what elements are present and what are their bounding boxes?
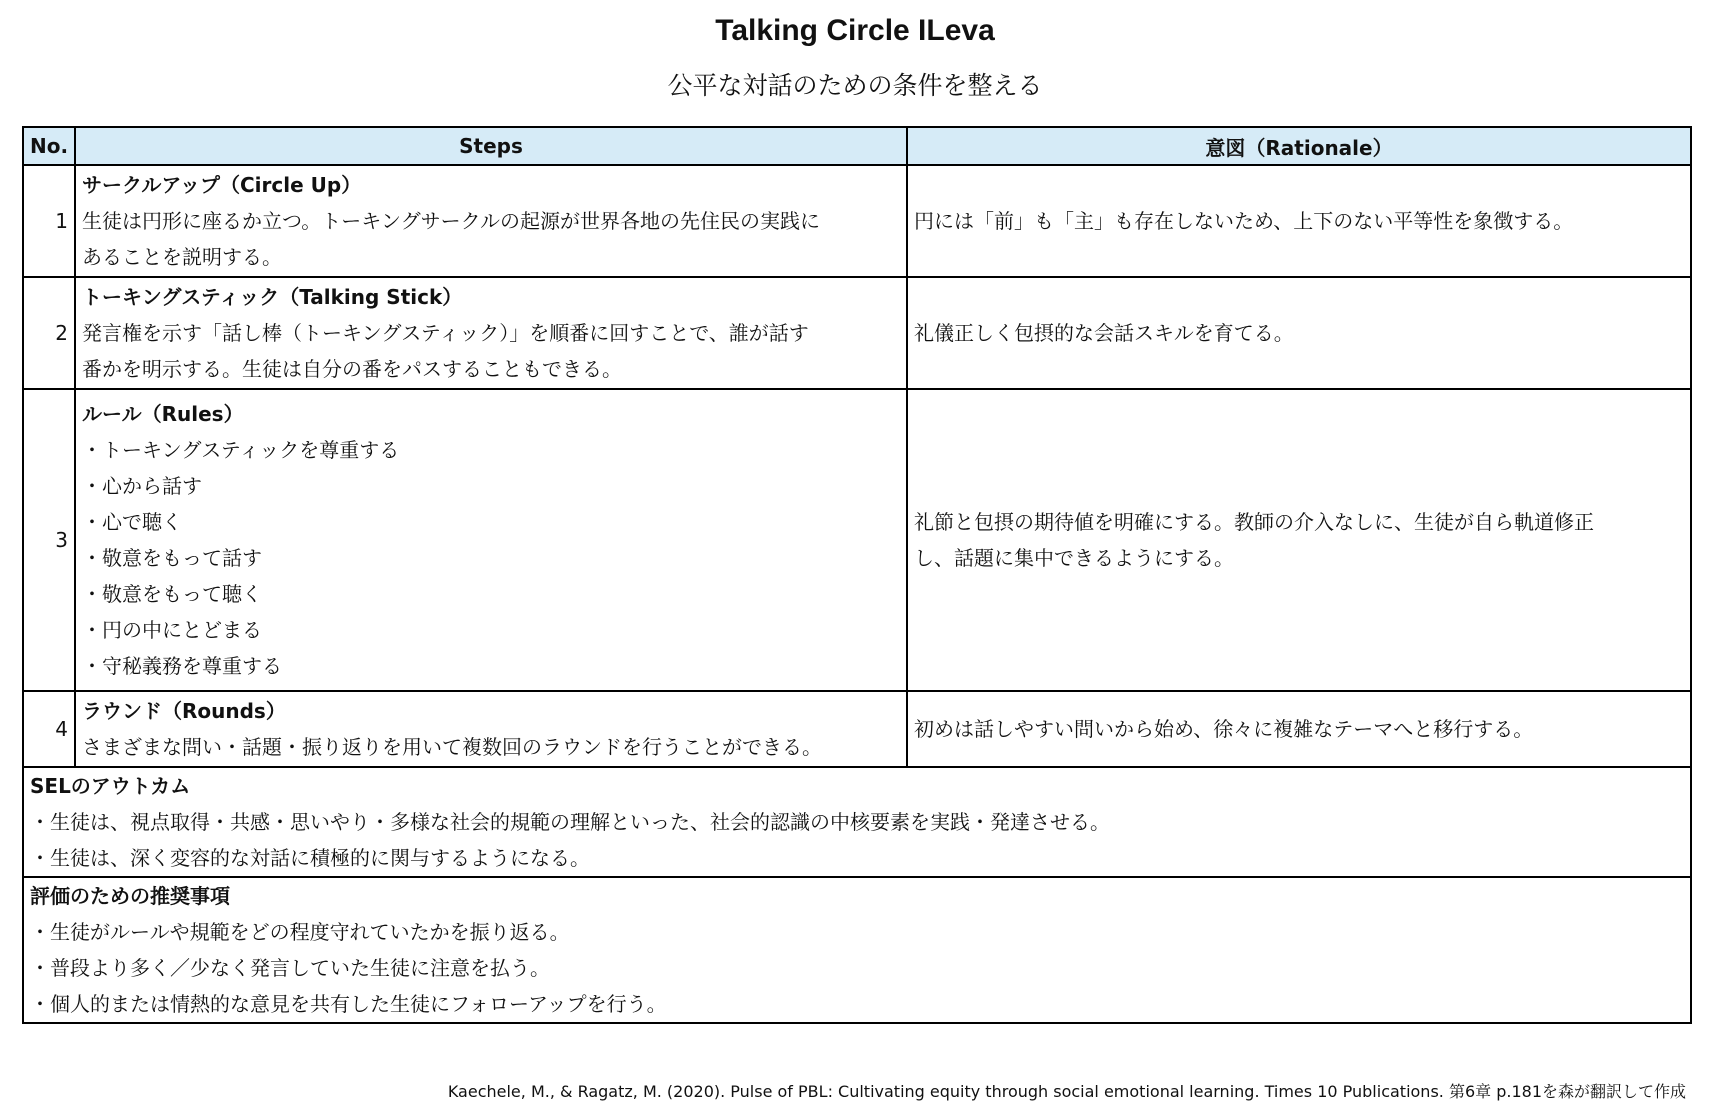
step-title: ラウンド（Rounds） bbox=[82, 699, 286, 723]
step-line: 生徒は円形に座るか立つ。トーキングサークルの起源が世界各地の先住民の実践に bbox=[82, 209, 820, 233]
row-number: 3 bbox=[23, 389, 75, 691]
rationale-cell bbox=[907, 691, 1691, 767]
page-subtitle: 公平な対話のための条件を整える bbox=[667, 71, 1043, 100]
assessment-title: 評価のための推奨事項 bbox=[30, 884, 230, 908]
header-steps: Steps bbox=[75, 127, 907, 165]
rationale-cell bbox=[907, 389, 1691, 691]
header-no: No. bbox=[23, 127, 75, 165]
sel-outcomes-title: SELのアウトカム bbox=[30, 774, 191, 798]
step-title: サークルアップ（Circle Up） bbox=[82, 173, 362, 197]
assessment-item: ・個人的または情熱的な意見を共有した生徒にフォローアップを行う。 bbox=[30, 992, 667, 1016]
rationale-line: 礼儀正しく包摂的な会話スキルを育てる。 bbox=[914, 321, 1294, 345]
step-title: ルール（Rules） bbox=[82, 402, 244, 426]
rule-item: ・敬意をもって話す bbox=[82, 546, 262, 570]
sel-outcome-item: ・生徒は、視点取得・共感・思いやり・多様な社会的規範の理解といった、社会的認識の中核要素を実践・発達させる。 bbox=[30, 810, 1110, 834]
rationale-cell bbox=[907, 277, 1691, 389]
header-rationale: 意図（Rationale） bbox=[907, 127, 1691, 165]
step-cell bbox=[75, 277, 907, 389]
assessment-row bbox=[23, 877, 1691, 1023]
rationale-line: 円には「前」も「主」も存在しないため、上下のない平等性を象徴する。 bbox=[914, 209, 1574, 233]
table-row bbox=[23, 691, 1691, 767]
table-row bbox=[23, 389, 1691, 691]
row-number: 2 bbox=[23, 277, 75, 389]
step-line: さまざまな問い・話題・振り返りを用いて複数回のラウンドを行うことができる。 bbox=[82, 735, 822, 759]
rationale-line: し、話題に集中できるようにする。 bbox=[914, 546, 1234, 570]
rule-item: ・敬意をもって聴く bbox=[82, 582, 262, 606]
rule-item: ・心から話す bbox=[82, 474, 202, 498]
rule-item: ・トーキングスティックを尊重する bbox=[82, 438, 400, 462]
step-title: トーキングスティック（Talking Stick） bbox=[82, 285, 463, 309]
assessment-item: ・普段より多く／少なく発言していた生徒に注意を払う。 bbox=[30, 956, 550, 980]
row-number: 1 bbox=[23, 165, 75, 277]
assessment-section bbox=[23, 877, 1691, 1023]
assessment-item: ・生徒がルールや規範をどの程度守れていたかを振り返る。 bbox=[30, 920, 570, 944]
table-row bbox=[23, 277, 1691, 389]
citation: Kaechele, M., & Ragatz, M. (2020). Pulse of PBL: Cultivating equity through social emotional learning. Times 10 Publications. 第6章 p.181を森が翻訳して作成 bbox=[447, 1082, 1686, 1101]
step-line: あることを説明する。 bbox=[82, 245, 282, 269]
page-title: Talking Circle ILeva bbox=[715, 14, 995, 47]
step-cell bbox=[75, 389, 907, 691]
sel-outcomes-section bbox=[23, 767, 1691, 877]
rationale-cell bbox=[907, 165, 1691, 277]
sel-outcomes-row bbox=[23, 767, 1691, 877]
step-cell bbox=[75, 691, 907, 767]
steps-table bbox=[22, 126, 1692, 1024]
step-line: 発言権を示す「話し棒（トーキングスティック）」を順番に回すことで、誰が話す bbox=[82, 321, 809, 345]
table-row bbox=[23, 165, 1691, 277]
rule-item: ・心で聴く bbox=[82, 510, 182, 534]
header-row bbox=[23, 127, 1691, 165]
step-cell bbox=[75, 165, 907, 277]
step-line: 番かを明示する。生徒は自分の番をパスすることもできる。 bbox=[82, 357, 622, 381]
rationale-line: 礼節と包摂の期待値を明確にする。教師の介入なしに、生徒が自ら軌道修正 bbox=[914, 510, 1594, 534]
row-number: 4 bbox=[23, 691, 75, 767]
rationale-line: 初めは話しやすい問いから始め、徐々に複雑なテーマへと移行する。 bbox=[914, 717, 1534, 741]
sel-outcome-item: ・生徒は、深く変容的な対話に積極的に関与するようになる。 bbox=[30, 846, 590, 870]
rule-item: ・円の中にとどまる bbox=[82, 618, 262, 642]
rule-item: ・守秘義務を尊重する bbox=[82, 654, 282, 678]
